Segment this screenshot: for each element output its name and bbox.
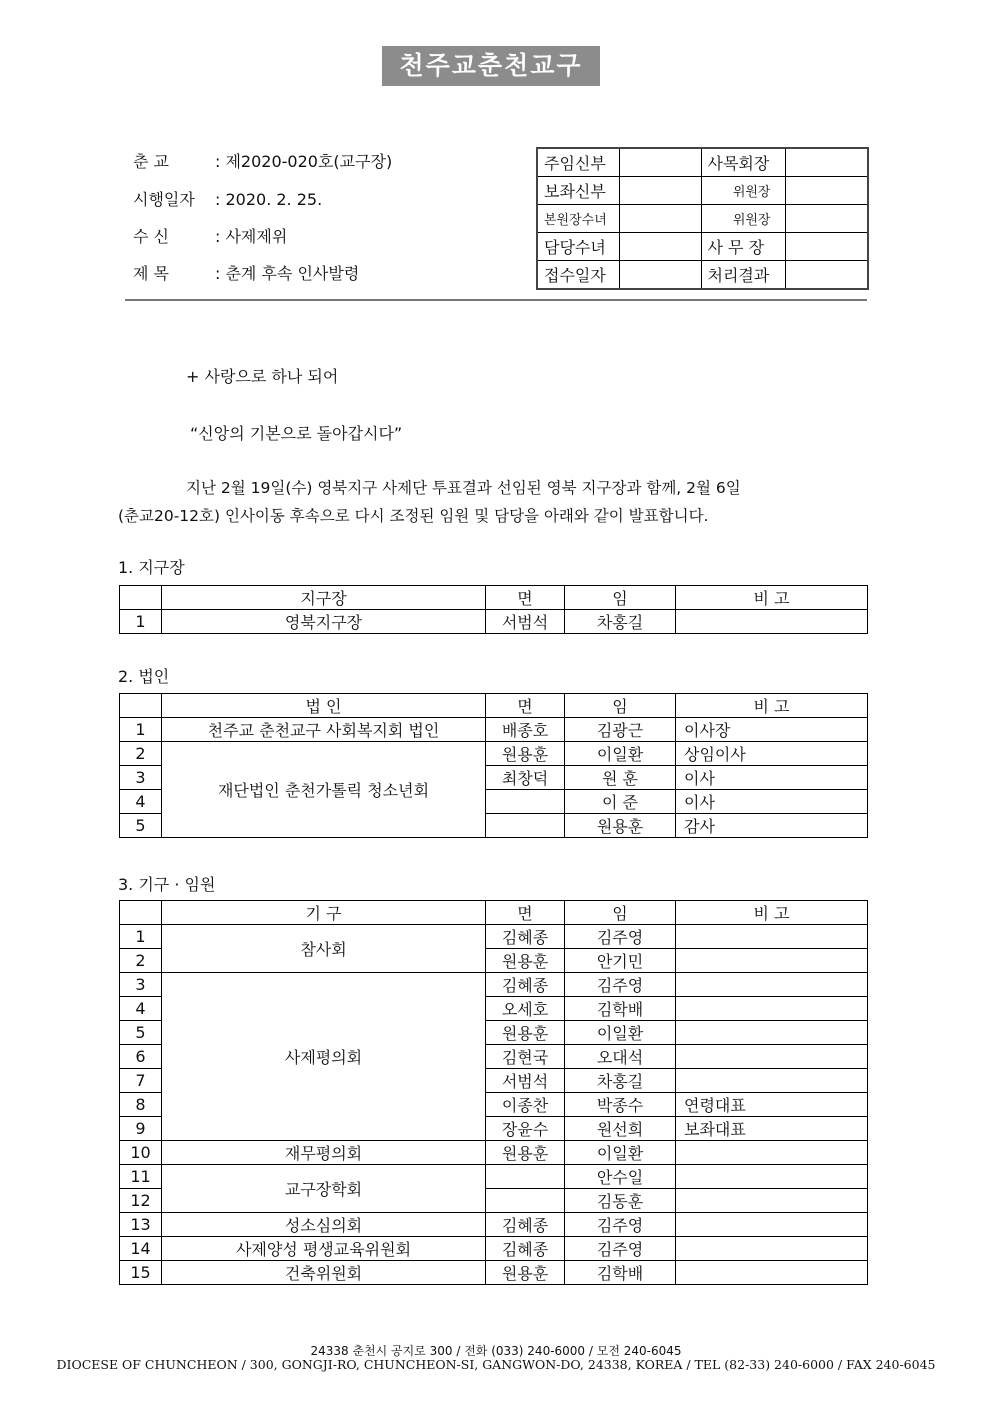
row-number: 1 [120,925,162,949]
meta-value: : 제2020-020호(교구장) [215,152,393,171]
approval-row [537,233,868,261]
appointed-cell: 차홍길 [565,610,676,634]
table-row [120,718,868,742]
table-header-row [120,694,868,718]
header-cell: 기 구 [162,901,486,925]
corporation-name: 천주교 춘천교구 사회복지회 법인 [162,718,486,742]
appointed-cell: 김주영 [565,925,676,949]
meta-label: 시행일자 [133,190,195,209]
appointed-cell: 이일환 [565,1141,676,1165]
greeting: + 사랑으로 하나 되어 [186,367,339,386]
approval-label: 담당수녀 [537,233,619,261]
header-cell: 임 [565,694,676,718]
row-number: 5 [120,1021,162,1045]
approval-label: 주임신부 [537,148,619,177]
note-cell [676,1069,868,1093]
header-cell: 비 고 [676,901,868,925]
note-cell [676,1213,868,1237]
organization-table [119,900,868,1285]
approval-cell [785,261,868,290]
appointed-cell: 안수일 [565,1165,676,1189]
row-number: 6 [120,1045,162,1069]
table-row [120,1141,868,1165]
position-cell: 영북지구장 [162,610,486,634]
approval-label: 접수일자 [537,261,619,290]
approval-table [536,147,869,290]
row-number: 11 [120,1165,162,1189]
meta-date [133,189,322,211]
outgoing-cell: 김현국 [486,1045,565,1069]
note-cell: 보좌대표 [676,1117,868,1141]
approval-row [537,261,868,290]
outgoing-cell: 원용훈 [486,1141,565,1165]
approval-label: 사 무 장 [701,233,785,261]
outgoing-cell: 김혜종 [486,1237,565,1261]
header-cell [120,901,162,925]
appointed-cell: 박종수 [565,1093,676,1117]
header-cell: 임 [565,901,676,925]
outgoing-cell [486,1165,565,1189]
header-cell [120,586,162,610]
approval-row [537,177,868,205]
corporation-table [119,693,868,838]
outgoing-cell [486,1189,565,1213]
header-cell: 면 [486,901,565,925]
outgoing-cell: 배종호 [486,718,565,742]
paragraph-line-2: (춘교20-12호) 인사이동 후속으로 다시 조정된 임원 및 담당을 아래와 같이 발표합니다. [118,507,709,525]
approval-cell [619,261,701,290]
approval-cell [619,233,701,261]
header-cell: 법 인 [162,694,486,718]
row-number: 8 [120,1093,162,1117]
appointed-cell: 이일환 [565,1021,676,1045]
organization-name: 사제평의회 [162,973,486,1141]
note-cell: 연령대표 [676,1093,868,1117]
row-number: 4 [120,790,162,814]
motto: “신앙의 기본으로 돌아갑시다” [190,424,403,443]
header-cell: 비 고 [676,694,868,718]
outgoing-cell: 원용훈 [486,1261,565,1285]
meta-subject [133,263,359,285]
row-number: 14 [120,1237,162,1261]
header-divider [125,299,867,301]
approval-cell [619,205,701,233]
appointed-cell: 원 훈 [565,766,676,790]
note-cell: 이사 [676,766,868,790]
note-cell: 상임이사 [676,742,868,766]
table-row [120,973,868,997]
appointed-cell: 김학배 [565,997,676,1021]
row-number: 3 [120,766,162,790]
outgoing-cell: 원용훈 [486,742,565,766]
meta-value: : 사제제위 [215,227,288,246]
note-cell [676,973,868,997]
approval-cell [785,233,868,261]
row-number: 12 [120,1189,162,1213]
approval-label: 사목회장 [701,148,785,177]
header-cell: 임 [565,586,676,610]
row-number: 15 [120,1261,162,1285]
note-cell [676,1189,868,1213]
note-cell [676,925,868,949]
approval-label: 보좌신부 [537,177,619,205]
outgoing-cell: 김혜종 [486,973,565,997]
note-cell [676,1021,868,1045]
row-number: 10 [120,1141,162,1165]
row-number: 4 [120,997,162,1021]
note-cell [676,610,868,634]
approval-cell [785,148,868,177]
approval-cell [619,177,701,205]
approval-cell [785,205,868,233]
appointed-cell: 안기민 [565,949,676,973]
header-cell [120,694,162,718]
appointed-cell: 김주영 [565,1237,676,1261]
note-cell: 이사장 [676,718,868,742]
note-cell [676,1165,868,1189]
appointed-cell: 오대석 [565,1045,676,1069]
approval-row [537,205,868,233]
meta-label: 수 신 [133,227,169,246]
outgoing-cell: 최창덕 [486,766,565,790]
outgoing-cell: 김혜종 [486,1213,565,1237]
section-title-organization: 3. 기구 · 임원 [118,875,216,894]
row-number: 1 [120,610,162,634]
district-table [119,585,868,634]
meta-value: : 2020. 2. 25. [215,190,323,209]
appointed-cell: 김광근 [565,718,676,742]
table-row [120,1165,868,1189]
meta-value: : 춘계 후속 인사발령 [215,264,360,283]
outgoing-cell: 이종찬 [486,1093,565,1117]
organization-name: 건축위원회 [162,1261,486,1285]
org-banner: 천주교춘천교구 [382,46,600,86]
organization-name: 교구장학회 [162,1165,486,1213]
table-row [120,925,868,949]
appointed-cell: 김학배 [565,1261,676,1285]
meta-doc-number [133,151,392,173]
approval-label: 본원장수녀 [537,205,619,233]
outgoing-cell [486,814,565,838]
section-title-corporation: 2. 법인 [118,667,170,686]
appointed-cell: 이 준 [565,790,676,814]
row-number: 5 [120,814,162,838]
outgoing-cell: 원용훈 [486,949,565,973]
organization-name: 사제양성 평생교육위원회 [162,1237,486,1261]
meta-label: 춘 교 [133,152,169,171]
row-number: 1 [120,718,162,742]
row-number: 7 [120,1069,162,1093]
organization-name: 참사회 [162,925,486,973]
table-row [120,1237,868,1261]
approval-label: 위원장 [701,177,785,205]
approval-label: 처리결과 [701,261,785,290]
table-row [120,1213,868,1237]
note-cell [676,949,868,973]
header-cell: 면 [486,586,565,610]
organization-name: 재무평의회 [162,1141,486,1165]
row-number: 2 [120,742,162,766]
outgoing-cell: 원용훈 [486,1021,565,1045]
appointed-cell: 차홍길 [565,1069,676,1093]
approval-cell [785,177,868,205]
table-header-row [120,901,868,925]
approval-cell [619,148,701,177]
header-cell: 비 고 [676,586,868,610]
meta-recipient [133,226,287,248]
meta-label: 제 목 [133,264,169,283]
approval-row [537,148,868,177]
appointed-cell: 원용훈 [565,814,676,838]
note-cell: 감사 [676,814,868,838]
organization-name: 성소심의회 [162,1213,486,1237]
outgoing-cell: 장윤수 [486,1117,565,1141]
outgoing-cell [486,790,565,814]
note-cell [676,1141,868,1165]
row-number: 13 [120,1213,162,1237]
note-cell: 이사 [676,790,868,814]
table-row [120,742,868,766]
appointed-cell: 원선희 [565,1117,676,1141]
footer-address-korean: 24338 춘천시 공지로 300 / 전화 (033) 240-6000 / 모전 240-6045 [310,1344,682,1358]
note-cell [676,1237,868,1261]
paragraph-line-1: 지난 2월 19일(수) 영북지구 사제단 투표결과 선임된 영북 지구장과 함께, 2월 6일 [186,479,741,497]
section-title-district: 1. 지구장 [118,558,185,577]
appointed-cell: 김주영 [565,973,676,997]
approval-label: 위원장 [701,205,785,233]
corporation-name: 재단법인 춘천가톨릭 청소년회 [162,742,486,838]
footer-address-english: DIOCESE OF CHUNCHEON / 300, GONGJI-RO, CHUNCHEON-SI, GANGWON-DO, 24338, KOREA / TEL (82-33) 240-6000 / FAX 240-6045 [56,1357,936,1372]
table-header-row [120,586,868,610]
note-cell [676,1045,868,1069]
appointed-cell: 김동훈 [565,1189,676,1213]
outgoing-cell: 서범석 [486,610,565,634]
header-cell: 면 [486,694,565,718]
table-row [120,1261,868,1285]
row-number: 3 [120,973,162,997]
outgoing-cell: 오세호 [486,997,565,1021]
row-number: 2 [120,949,162,973]
outgoing-cell: 김혜종 [486,925,565,949]
header-cell: 지구장 [162,586,486,610]
outgoing-cell: 서범석 [486,1069,565,1093]
row-number: 9 [120,1117,162,1141]
appointed-cell: 이일환 [565,742,676,766]
note-cell [676,997,868,1021]
table-row [120,610,868,634]
note-cell [676,1261,868,1285]
appointed-cell: 김주영 [565,1213,676,1237]
